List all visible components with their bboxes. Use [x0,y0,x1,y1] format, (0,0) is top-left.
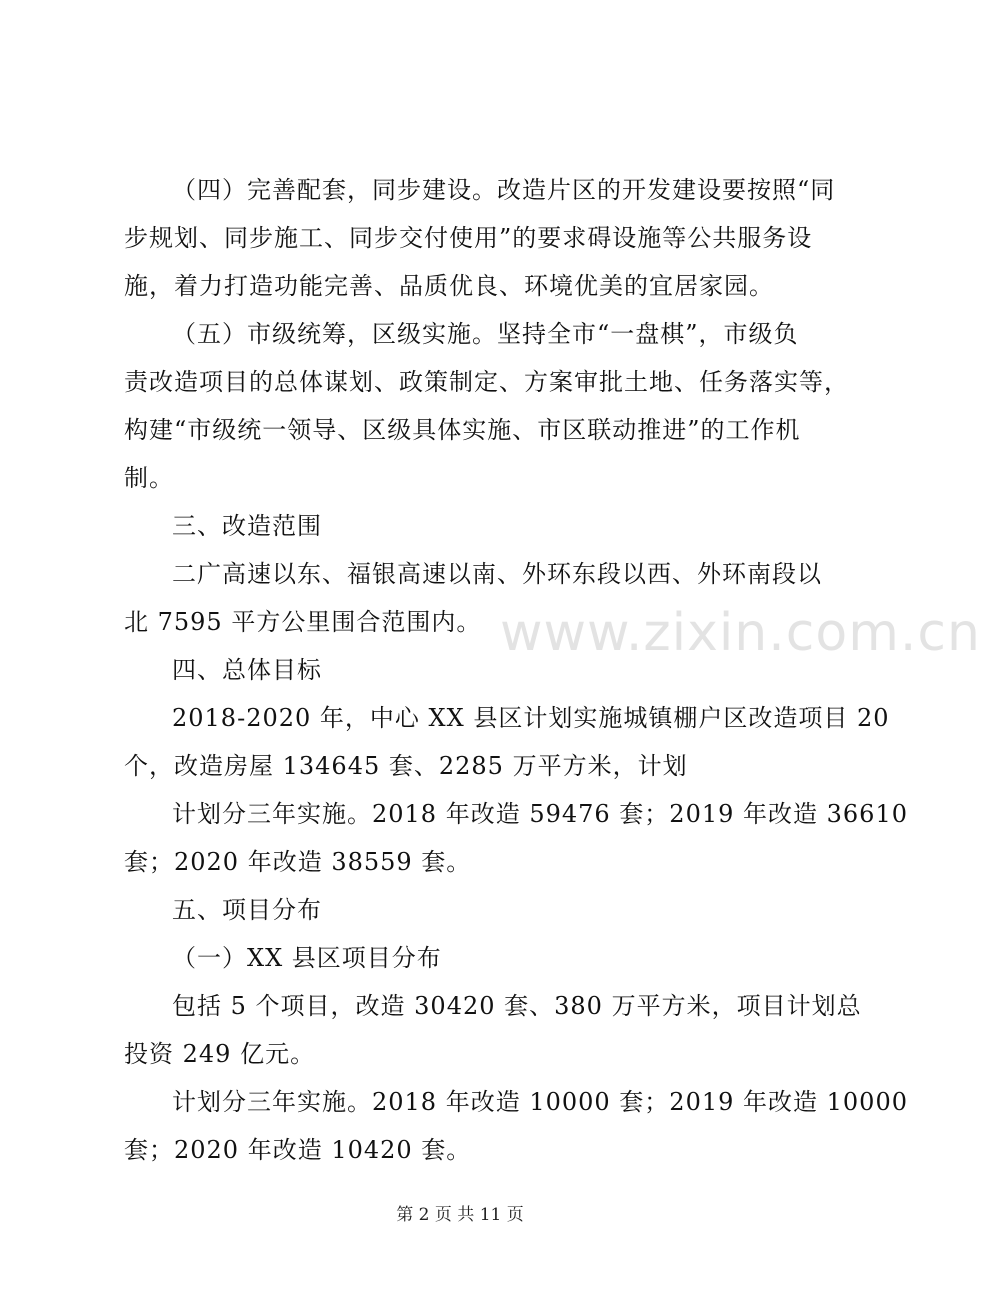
watermark: www.zixin.com.cn [500,603,981,663]
text-line: 施，着力打造功能完善、品质优良、环境优美的宜居家园。 [124,272,774,300]
text-line: 计划分三年实施。2018 年改造 10000 套；2019 年改造 10000 [172,1088,908,1116]
page-footer: 第 2 页 共 11 页 [396,1205,524,1225]
text-line: 计划分三年实施。2018 年改造 59476 套；2019 年改造 36610 [172,800,908,828]
text-line: 构建“市级统一领导、区级具体实施、市区联动推进”的工作机 [124,416,801,444]
text-line: 责改造项目的总体谋划、政策制定、方案审批土地、任务落实等， [124,368,849,396]
text-line: 北 7595 平方公里围合范围内。 [124,608,482,636]
text-line: （四）完善配套，同步建设。改造片区的开发建设要按照“同 [172,176,836,204]
text-line: 2018-2020 年，中心 XX 县区计划实施城镇棚户区改造项目 20 [172,704,890,732]
text-line: 二广高速以东、福银高速以南、外环东段以西、外环南段以 [172,560,822,588]
section-heading: 四、总体目标 [172,656,322,684]
text-line: 包括 5 个项目，改造 30420 套、380 万平方米，项目计划总 [172,992,862,1020]
document-body [124,166,908,1174]
text-line: 个，改造房屋 134645 套、2285 万平方米，计划 [124,752,688,780]
section-heading: 五、项目分布 [172,896,322,924]
subsection-heading: （一）XX 县区项目分布 [172,944,442,972]
text-line: 投资 249 亿元。 [124,1040,316,1068]
text-line: 制。 [124,464,174,492]
section-heading: 三、改造范围 [172,512,322,540]
text-line: 套；2020 年改造 10420 套。 [124,1136,472,1164]
text-line: 步规划、同步施工、同步交付使用”的要求碍设施等公共服务设 [124,224,813,252]
text-line: 套；2020 年改造 38559 套。 [124,848,472,876]
text-line: （五）市级统筹，区级实施。坚持全市“一盘棋”，市级负 [172,320,799,348]
